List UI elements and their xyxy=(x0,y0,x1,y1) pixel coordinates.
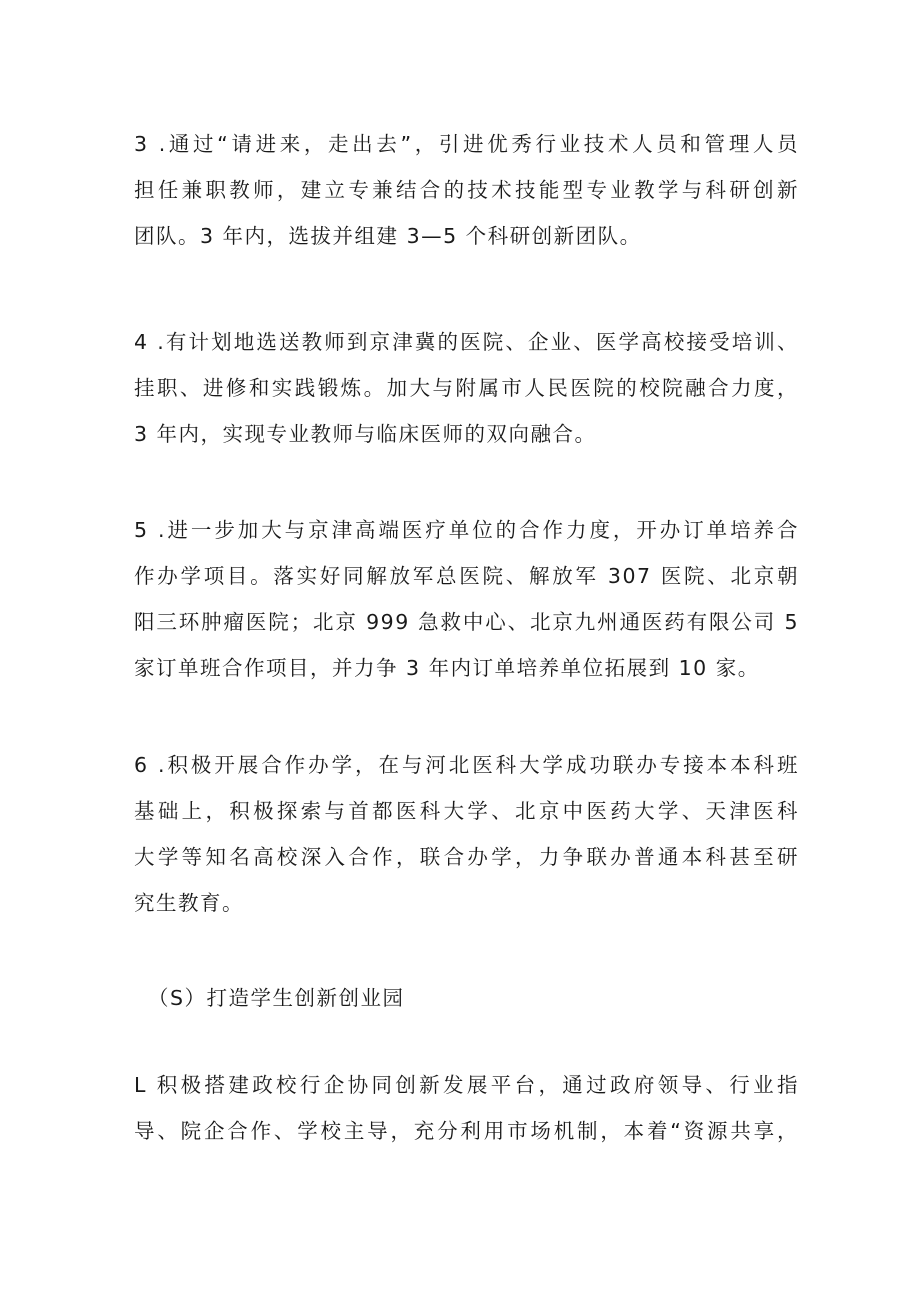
text-line: 基础上，积极探索与首都医科大学、北京中医药大学、天津医科 xyxy=(134,799,799,823)
text-line: 担任兼职教师，建立专兼结合的技术技能型专业教学与科研创新 xyxy=(134,178,799,202)
text-line: 6 .积极开展合作办学，在与河北医科大学成功联办专接本本科班 xyxy=(134,753,799,777)
paragraph-item-5 xyxy=(134,507,799,691)
paragraph-item-1 xyxy=(134,1062,799,1154)
text-line: 3 .通过“请进来，走出去”，引进优秀行业技术人员和管理人员 xyxy=(134,132,799,156)
text-line: L 积极搭建政校行企协同创新发展平台，通过政府领导、行业指 xyxy=(134,1073,799,1097)
text-line: 导、院企合作、学校主导，充分利用市场机制，本着“资源共享， xyxy=(134,1119,799,1143)
text-line: 家订单班合作项目，并力争 3 年内订单培养单位拓展到 10 家。 xyxy=(134,656,760,680)
paragraph-item-6 xyxy=(134,742,799,926)
text-line: 团队。3 年内，选拔并组建 3—5 个科研创新团队。 xyxy=(134,224,642,248)
text-line: 大学等知名高校深入合作，联合办学，力争联办普通本科甚至研 xyxy=(134,845,799,869)
text-line: 挂职、进修和实践锻炼。加大与附属市人民医院的校院融合力度， xyxy=(134,376,799,400)
paragraph-item-4 xyxy=(134,319,799,457)
paragraph-item-3 xyxy=(134,121,799,259)
section-heading xyxy=(148,975,813,1021)
text-line: 5 .进一步加大与京津高端医疗单位的合作力度，开办订单培养合 xyxy=(134,518,799,542)
text-line: 3 年内，实现专业教师与临床医师的双向融合。 xyxy=(134,422,597,446)
text-line: 作办学项目。落实好同解放军总医院、解放军 307 医院、北京朝 xyxy=(134,564,799,588)
text-line: 4 .有计划地选送教师到京津冀的医院、企业、医学高校接受培训、 xyxy=(134,330,799,354)
heading-text: （S）打造学生创新创业园 xyxy=(148,986,405,1010)
text-line: 阳三环肿瘤医院；北京 999 急救中心、北京九州通医药有限公司 5 xyxy=(134,610,799,634)
text-line: 究生教育。 xyxy=(134,891,244,915)
